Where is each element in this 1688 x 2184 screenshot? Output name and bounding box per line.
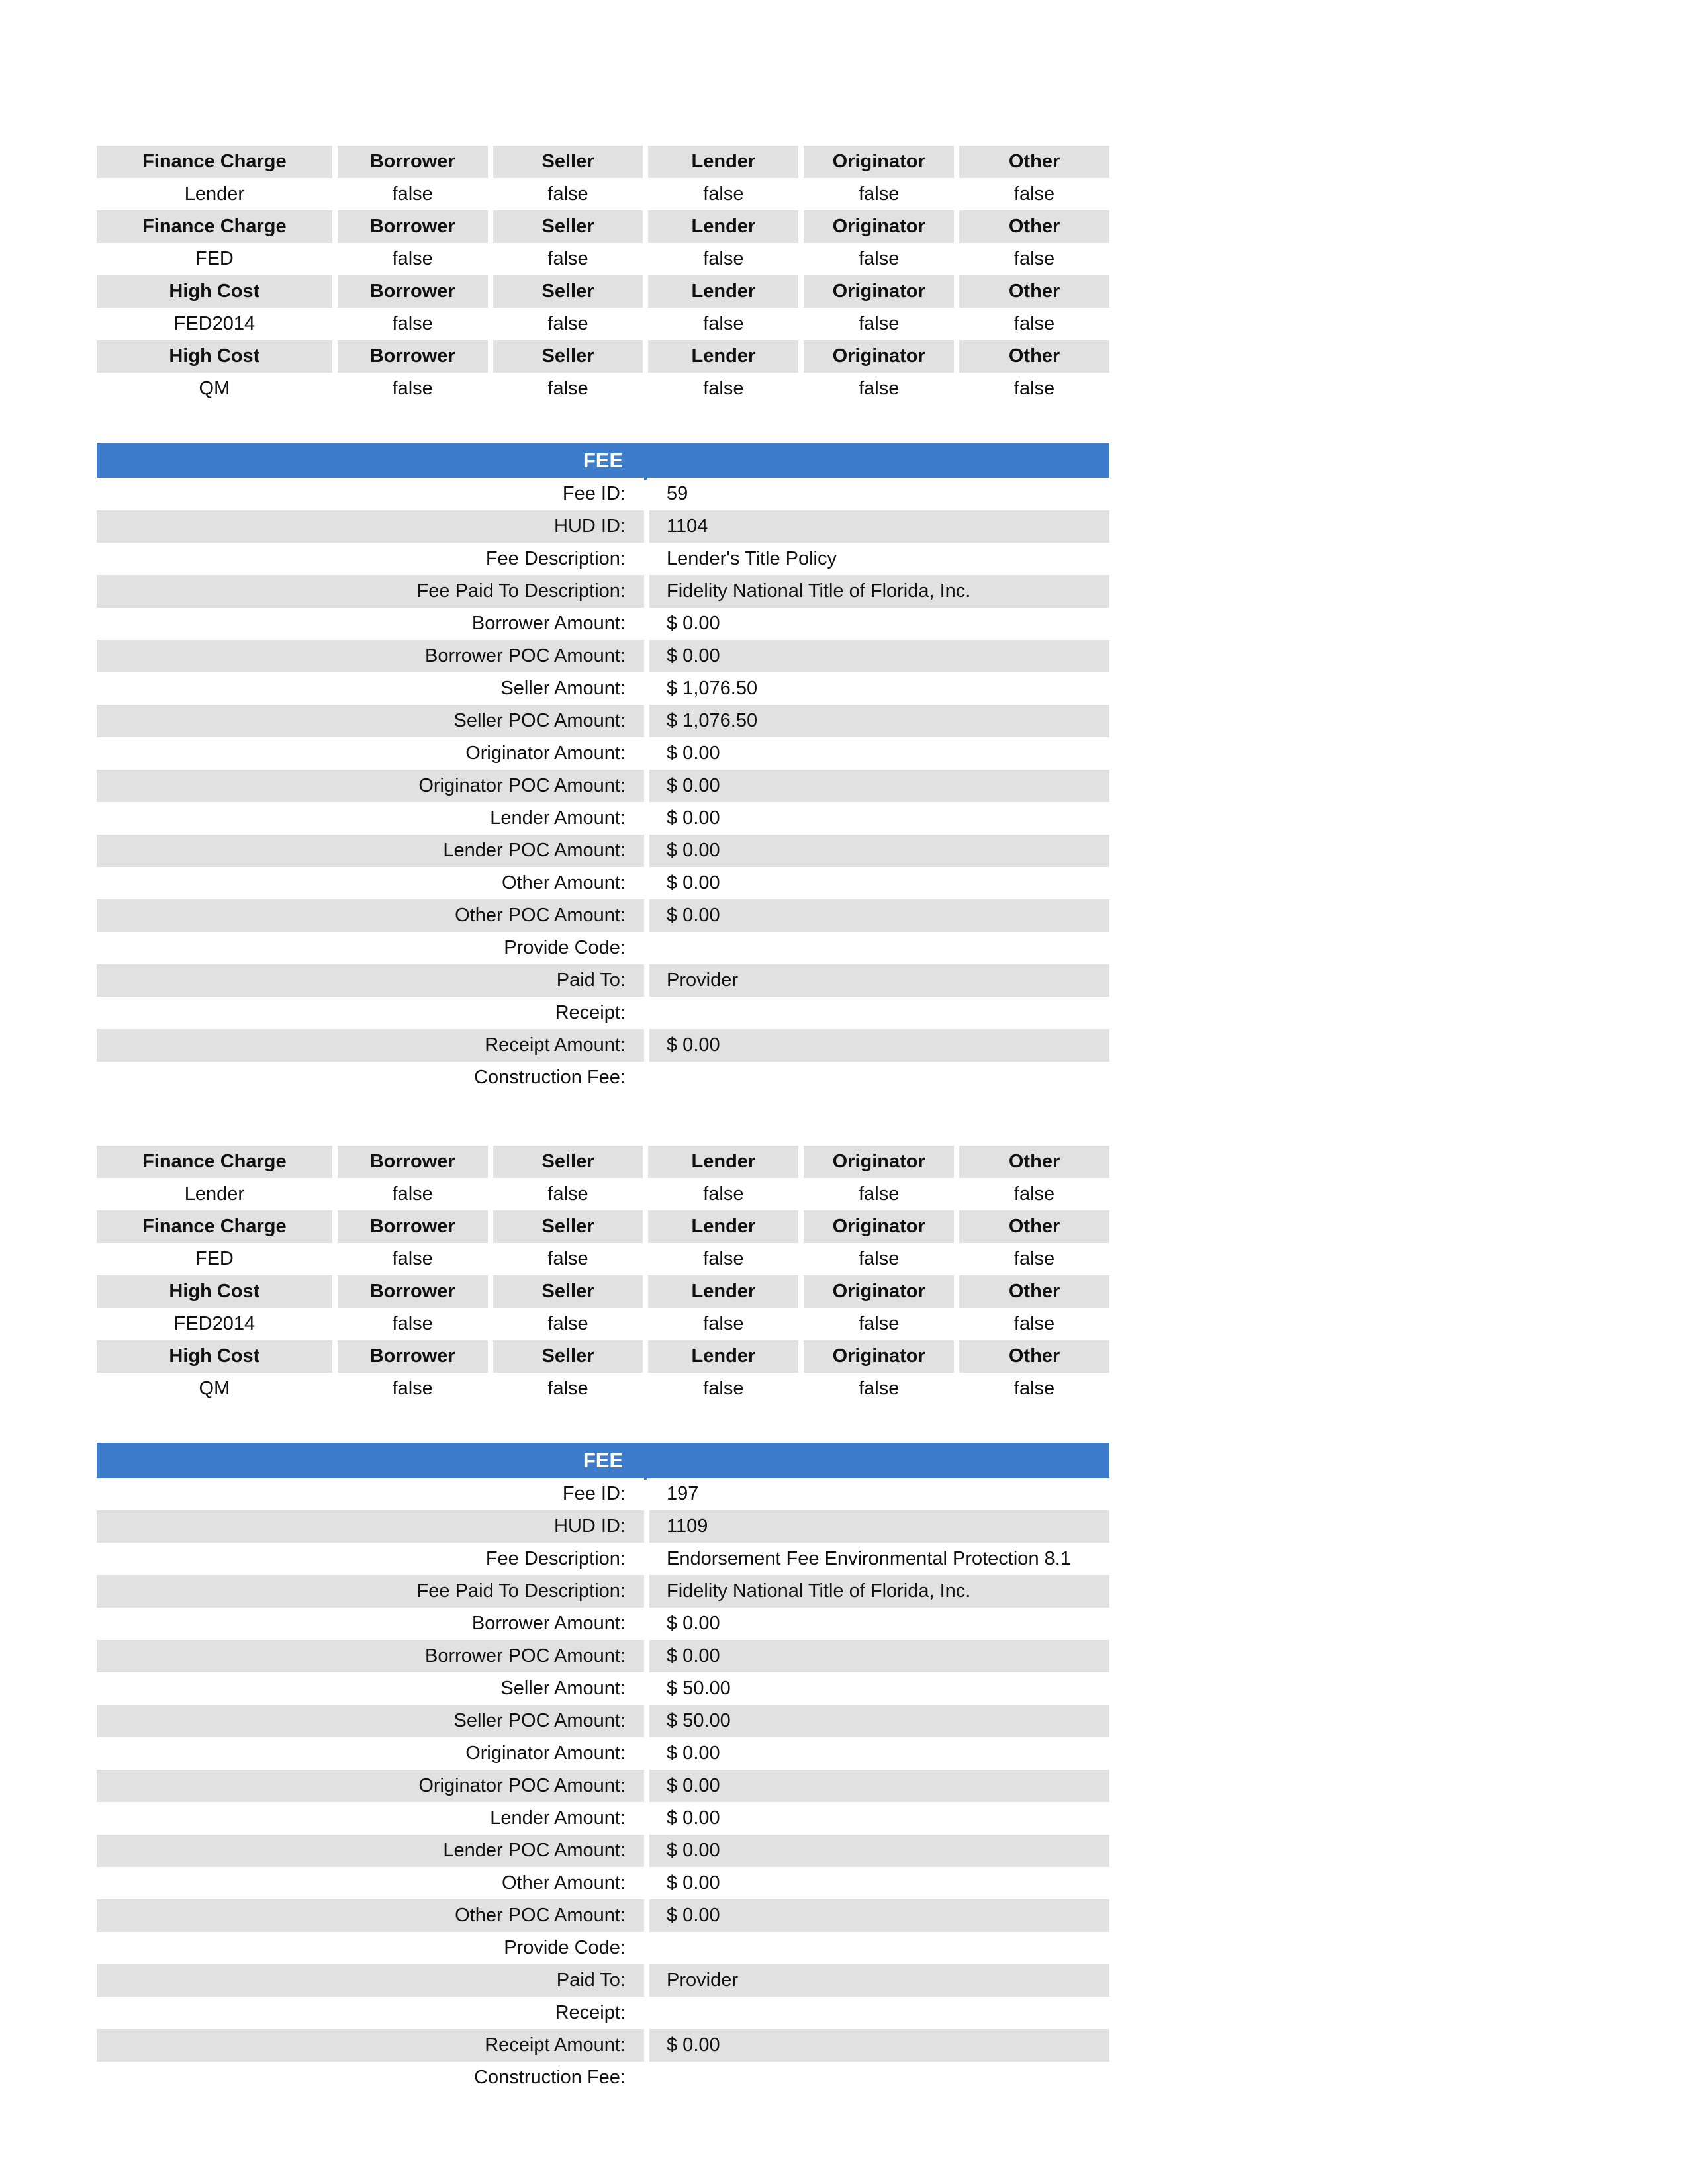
fee-value: $ 0.00 (649, 1640, 1109, 1672)
flag-value-row (97, 308, 1109, 340)
fee-label: Seller POC Amount: (97, 705, 644, 737)
fee-value: $ 1,076.50 (649, 705, 1109, 737)
flag-value-seller: false (547, 313, 588, 334)
fee-value (649, 1062, 1109, 1094)
flag-value-originator: false (859, 378, 900, 399)
flag-value-lender: false (703, 183, 744, 205)
fee-value: $ 0.00 (667, 1743, 720, 1764)
flag-header-row (97, 1275, 1109, 1308)
fee-label: Other POC Amount: (97, 899, 644, 932)
flag-value-row (97, 1373, 1109, 1405)
flag-header-borrower: Borrower (338, 1210, 488, 1243)
fee-row-lender-amount (97, 1802, 1109, 1835)
flag-value-lender: false (703, 313, 744, 334)
fee-value: $ 0.00 (667, 1613, 720, 1634)
flag-value-row (97, 178, 1109, 210)
flag-header-originator: Originator (804, 340, 954, 373)
flag-table (97, 146, 1109, 405)
fee-value (649, 1997, 1109, 2029)
fee-value: $ 0.00 (667, 1807, 720, 1829)
fee-label: HUD ID: (97, 510, 644, 543)
fee-label: Fee Description: (485, 548, 626, 569)
fee-row-borrower-amount (97, 1608, 1109, 1640)
flag-value-seller: false (547, 1378, 588, 1399)
fee-label: Paid To: (97, 964, 644, 997)
flag-header-other: Other (959, 1210, 1109, 1243)
fee-value: $ 50.00 (667, 1678, 731, 1699)
fee-label: Fee ID: (562, 483, 626, 504)
fee-row-other-poc-amount (97, 1899, 1109, 1932)
fee-label: Receipt: (555, 1002, 626, 1023)
flag-value-seller: false (547, 1183, 588, 1205)
flag-header-other: Other (959, 146, 1109, 178)
fee-value: $ 0.00 (649, 1029, 1109, 1062)
fee-value: Lender's Title Policy (667, 548, 837, 569)
flag-header-lender: Lender (648, 146, 798, 178)
flag-value-row (97, 1243, 1109, 1275)
flag-header-seller: Seller (493, 210, 643, 243)
fee-label: Receipt Amount: (97, 1029, 644, 1062)
flag-value-category: QM (199, 378, 230, 399)
fee-value: 197 (667, 1483, 699, 1504)
flag-value-borrower: false (392, 1313, 433, 1334)
flag-value-borrower: false (392, 313, 433, 334)
fee-label: Other POC Amount: (97, 1899, 644, 1932)
fee-label: Borrower Amount: (471, 613, 626, 634)
flag-header-other: Other (959, 275, 1109, 308)
fee-row-provide-code (97, 932, 1109, 964)
flag-value-originator: false (859, 1378, 900, 1399)
flag-value-category: FED (195, 1248, 234, 1269)
fee-row-seller-amount (97, 672, 1109, 705)
flag-header-category: Finance Charge (97, 1146, 332, 1178)
flag-header-other: Other (959, 1146, 1109, 1178)
fee-row-other-amount (97, 867, 1109, 899)
flag-header-other: Other (959, 340, 1109, 373)
flag-header-row (97, 1146, 1109, 1178)
flag-value-other: false (1013, 183, 1055, 205)
flag-value-seller: false (547, 1248, 588, 1269)
flag-header-originator: Originator (804, 275, 954, 308)
fee-label: Seller Amount: (500, 678, 626, 699)
fee-label: Originator Amount: (465, 743, 626, 764)
flag-header-other: Other (959, 210, 1109, 243)
fee-row-originator-poc-amount (97, 1770, 1109, 1802)
fee-row-receipt-amount (97, 1029, 1109, 1062)
fee-row-hud-id (97, 510, 1109, 543)
flag-value-lender: false (703, 378, 744, 399)
flag-header-row (97, 146, 1109, 178)
flag-value-category: FED (195, 248, 234, 269)
fee-row-construction-fee (97, 1062, 1109, 1094)
fee-title: FEE (583, 1448, 624, 1472)
flag-table (97, 1146, 1109, 1405)
fee-value: $ 0.00 (649, 835, 1109, 867)
flag-value-other: false (1013, 1248, 1055, 1269)
flag-header-seller: Seller (493, 340, 643, 373)
flag-value-row (97, 373, 1109, 405)
fee-value: Fidelity National Title of Florida, Inc. (649, 1575, 1109, 1608)
flag-value-other: false (1013, 378, 1055, 399)
flag-header-seller: Seller (493, 1340, 643, 1373)
fee-row-lender-amount (97, 802, 1109, 835)
fee-row-description (97, 543, 1109, 575)
fee-value: $ 1,076.50 (667, 678, 758, 699)
flag-header-other: Other (959, 1340, 1109, 1373)
fee-row-provide-code (97, 1932, 1109, 1964)
flag-value-category: Lender (184, 1183, 245, 1205)
flag-header-lender: Lender (648, 1340, 798, 1373)
fee-row-originator-poc-amount (97, 770, 1109, 802)
flag-value-row (97, 243, 1109, 275)
fee-label: Lender POC Amount: (97, 835, 644, 867)
fee-title: FEE (583, 448, 624, 472)
fee-row-originator-amount (97, 737, 1109, 770)
flag-value-row (97, 1178, 1109, 1210)
flag-header-seller: Seller (493, 1210, 643, 1243)
flag-value-category: FED2014 (173, 313, 256, 334)
flag-value-lender: false (703, 1248, 744, 1269)
fee-label: Fee Paid To Description: (97, 575, 644, 608)
fee-row-fee-id (97, 478, 1109, 510)
fee-label: Receipt Amount: (97, 2029, 644, 2062)
flag-header-row (97, 275, 1109, 308)
flag-value-lender: false (703, 248, 744, 269)
flag-value-seller: false (547, 248, 588, 269)
flag-header-category: Finance Charge (97, 1210, 332, 1243)
flag-value-borrower: false (392, 183, 433, 205)
flag-header-category: High Cost (97, 340, 332, 373)
flag-header-originator: Originator (804, 1275, 954, 1308)
fee-label: Fee Description: (485, 1548, 626, 1569)
fee-row-seller-poc-amount (97, 1705, 1109, 1737)
flag-value-row (97, 1308, 1109, 1340)
fee-row-borrower-amount (97, 608, 1109, 640)
fee-label: Lender Amount: (490, 1807, 626, 1829)
flag-value-borrower: false (392, 378, 433, 399)
fee-label: Other Amount: (502, 1872, 626, 1893)
fee-row-paid-to-description (97, 575, 1109, 608)
fee-row-borrower-poc-amount (97, 640, 1109, 672)
flag-value-category: Lender (184, 183, 245, 205)
flag-header-borrower: Borrower (338, 1275, 488, 1308)
flag-header-borrower: Borrower (338, 340, 488, 373)
flag-value-lender: false (703, 1378, 744, 1399)
fee-label: Receipt: (555, 2002, 626, 2023)
fee-value: 1109 (649, 1510, 1109, 1543)
fee-label: Seller POC Amount: (97, 1705, 644, 1737)
flag-header-seller: Seller (493, 1146, 643, 1178)
fee-value: $ 0.00 (649, 1770, 1109, 1802)
fee-row-receipt (97, 997, 1109, 1029)
fee-row-receipt (97, 1997, 1109, 2029)
flag-value-originator: false (859, 1248, 900, 1269)
fee-label: Originator POC Amount: (97, 770, 644, 802)
flag-value-seller: false (547, 183, 588, 205)
flag-header-lender: Lender (648, 210, 798, 243)
flag-header-borrower: Borrower (338, 210, 488, 243)
fee-label: Other Amount: (502, 872, 626, 893)
flag-header-borrower: Borrower (338, 146, 488, 178)
fee-value: $ 50.00 (649, 1705, 1109, 1737)
fee-value: Provider (649, 964, 1109, 997)
fee-value: 59 (667, 483, 688, 504)
flag-header-lender: Lender (648, 1275, 798, 1308)
fee-label: Originator Amount: (465, 1743, 626, 1764)
flag-value-other: false (1013, 313, 1055, 334)
flag-header-category: Finance Charge (97, 210, 332, 243)
flag-header-category: High Cost (97, 1275, 332, 1308)
flag-header-seller: Seller (493, 146, 643, 178)
flag-value-originator: false (859, 1183, 900, 1205)
fee-label: Lender Amount: (490, 807, 626, 829)
fee-value (649, 1932, 1109, 1964)
fee-label: Lender POC Amount: (97, 1835, 644, 1867)
flag-header-category: High Cost (97, 275, 332, 308)
fee-row-paid-to-description (97, 1575, 1109, 1608)
flag-value-originator: false (859, 313, 900, 334)
flag-header-row (97, 210, 1109, 243)
fee-value: Provider (649, 1964, 1109, 1997)
flag-header-borrower: Borrower (338, 1146, 488, 1178)
flag-header-row (97, 340, 1109, 373)
fee-row-originator-amount (97, 1737, 1109, 1770)
fee-row-paid-to (97, 964, 1109, 997)
fee-label: Construction Fee: (474, 2067, 626, 2088)
fee-row-seller-amount (97, 1672, 1109, 1705)
flag-header-lender: Lender (648, 340, 798, 373)
fee-header (97, 1443, 1109, 1478)
flag-value-originator: false (859, 248, 900, 269)
flag-header-originator: Originator (804, 146, 954, 178)
flag-header-seller: Seller (493, 275, 643, 308)
fee-value: $ 0.00 (649, 1835, 1109, 1867)
fee-label: Borrower Amount: (471, 1613, 626, 1634)
flag-value-originator: false (859, 1313, 900, 1334)
flag-header-lender: Lender (648, 1146, 798, 1178)
flag-value-borrower: false (392, 1378, 433, 1399)
fee-value (649, 2062, 1109, 2094)
flag-value-borrower: false (392, 1248, 433, 1269)
fee-row-other-poc-amount (97, 899, 1109, 932)
flag-header-seller: Seller (493, 1275, 643, 1308)
flag-value-lender: false (703, 1313, 744, 1334)
fee-row-seller-poc-amount (97, 705, 1109, 737)
fee-label: Provide Code: (504, 937, 626, 958)
fee-section (97, 1443, 1109, 2094)
fee-label: Paid To: (97, 1964, 644, 1997)
fee-value: $ 0.00 (667, 1872, 720, 1893)
fee-label: Construction Fee: (474, 1067, 626, 1088)
flag-header-originator: Originator (804, 210, 954, 243)
flag-header-borrower: Borrower (338, 275, 488, 308)
flag-header-row (97, 1340, 1109, 1373)
fee-header (97, 443, 1109, 478)
flag-header-lender: Lender (648, 1210, 798, 1243)
flag-value-category: FED2014 (173, 1313, 256, 1334)
fee-value: Fidelity National Title of Florida, Inc. (649, 575, 1109, 608)
fee-value: $ 0.00 (649, 770, 1109, 802)
flag-value-seller: false (547, 378, 588, 399)
flag-value-category: QM (199, 1378, 230, 1399)
flag-value-seller: false (547, 1313, 588, 1334)
flag-value-other: false (1013, 1378, 1055, 1399)
flag-header-originator: Originator (804, 1210, 954, 1243)
fee-section (97, 443, 1109, 1094)
fee-row-lender-poc-amount (97, 835, 1109, 867)
fee-value: $ 0.00 (649, 640, 1109, 672)
flag-value-other: false (1013, 248, 1055, 269)
fee-row-hud-id (97, 1510, 1109, 1543)
fee-value: $ 0.00 (649, 1899, 1109, 1932)
fee-row-fee-id (97, 1478, 1109, 1510)
fee-value: $ 0.00 (667, 613, 720, 634)
fee-label: HUD ID: (97, 1510, 644, 1543)
flag-value-borrower: false (392, 248, 433, 269)
fee-value: Endorsement Fee Environmental Protection 8.1 (667, 1548, 1071, 1569)
fee-value (649, 932, 1109, 964)
fee-label: Originator POC Amount: (97, 1770, 644, 1802)
flag-header-lender: Lender (648, 275, 798, 308)
fee-label: Fee Paid To Description: (97, 1575, 644, 1608)
fee-label: Fee ID: (562, 1483, 626, 1504)
flag-header-category: Finance Charge (97, 146, 332, 178)
fee-value: 1104 (649, 510, 1109, 543)
fee-value: $ 0.00 (667, 743, 720, 764)
flag-value-other: false (1013, 1183, 1055, 1205)
flag-value-lender: false (703, 1183, 744, 1205)
flag-value-borrower: false (392, 1183, 433, 1205)
fee-value: $ 0.00 (667, 807, 720, 829)
fee-value: $ 0.00 (649, 899, 1109, 932)
fee-row-paid-to (97, 1964, 1109, 1997)
fee-row-construction-fee (97, 2062, 1109, 2094)
document-page (97, 146, 1109, 2094)
flag-header-originator: Originator (804, 1146, 954, 1178)
fee-row-borrower-poc-amount (97, 1640, 1109, 1672)
flag-value-originator: false (859, 183, 900, 205)
fee-value: $ 0.00 (667, 872, 720, 893)
flag-header-other: Other (959, 1275, 1109, 1308)
fee-label: Borrower POC Amount: (97, 1640, 644, 1672)
fee-row-lender-poc-amount (97, 1835, 1109, 1867)
fee-row-other-amount (97, 1867, 1109, 1899)
fee-label: Borrower POC Amount: (97, 640, 644, 672)
flag-value-other: false (1013, 1313, 1055, 1334)
flag-header-borrower: Borrower (338, 1340, 488, 1373)
fee-value (649, 997, 1109, 1029)
fee-row-description (97, 1543, 1109, 1575)
flag-header-row (97, 1210, 1109, 1243)
flag-header-category: High Cost (97, 1340, 332, 1373)
flag-header-originator: Originator (804, 1340, 954, 1373)
fee-value: $ 0.00 (649, 2029, 1109, 2062)
fee-row-receipt-amount (97, 2029, 1109, 2062)
fee-label: Provide Code: (504, 1937, 626, 1958)
fee-label: Seller Amount: (500, 1678, 626, 1699)
